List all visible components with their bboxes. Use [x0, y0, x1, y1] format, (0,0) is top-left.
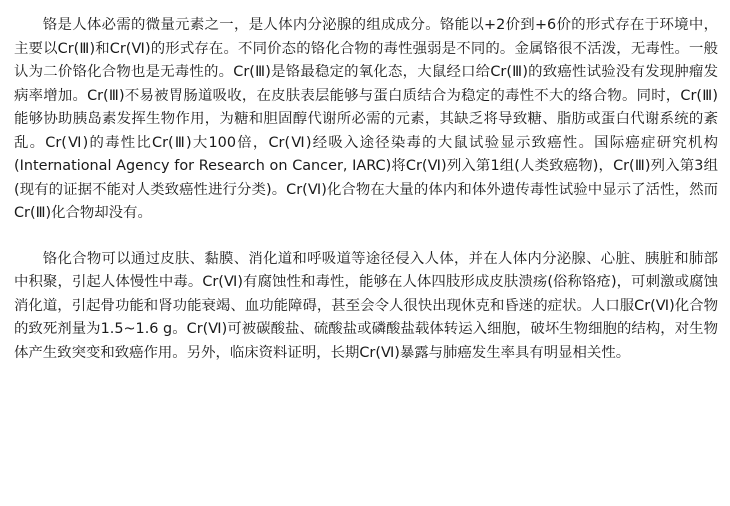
document-body: [14, 14, 718, 365]
paragraph-chromium-exposure: 铬化合物可以通过皮肤、黏膜、消化道和呼吸道等途径侵入人体，并在人体内分泌腺、心脏、胰脏和肺部中积聚，引起人体慢性中毒。Cr(Ⅵ)有腐蚀性和毒性，能够在人体四肢形成皮肤溃疡(俗称铬疮)，可刺激或腐蚀消化道，引起骨功能和肾功能衰竭、血功能障碍，甚至会令人很快出现休克和昏迷的症状。人口服Cr(Ⅵ)化合物的致死剂量为1.5~1.6 g。Cr(Ⅵ)可被碳酸盐、硫酸盐或磷酸盐载体转运入细胞，破坏生物细胞的结构，对生物体产生致突变和致癌作用。另外，临床资料证明，长期Cr(Ⅵ)暴露与肺癌发生率具有明显相关性。: [14, 250, 718, 361]
paragraph-chromium-toxicity: 铬是人体必需的微量元素之一，是人体内分泌腺的组成成分。铬能以+2价到+6价的形式存在于环境中，主要以Cr(Ⅲ)和Cr(Ⅵ)的形式存在。不同价态的铬化合物的毒性强弱是不同的。金属铬很不活泼，无毒性。一般认为二价铬化合物也是无毒性的。Cr(Ⅲ)是铬最稳定的氧化态，大鼠经口给Cr(Ⅲ)的致癌性试验没有发现肿瘤发病率增加。Cr(Ⅲ)不易被胃肠道吸收，在皮肤表层能够与蛋白质结合为稳定的毒性不大的络合物。同时，Cr(Ⅲ)能够协助胰岛素发挥生物作用，为糖和胆固醇代谢所必需的元素，其缺乏将导致糖、脂肪或蛋白代谢系统的紊乱。Cr(Ⅵ)的毒性比Cr(Ⅲ)大100倍，Cr(Ⅵ)经吸入途径染毒的大鼠试验显示致癌性。国际癌症研究机构(International Agency for Research on Cancer, IARC)将Cr(Ⅵ)列入第1组(人类致癌物)，Cr(Ⅲ)列入第3组(现有的证据不能对人类致癌性进行分类)。Cr(Ⅵ)化合物在大量的体内和体外遗传毒性试验中显示了活性，然而Cr(Ⅲ)化合物却没有。: [14, 17, 718, 221]
